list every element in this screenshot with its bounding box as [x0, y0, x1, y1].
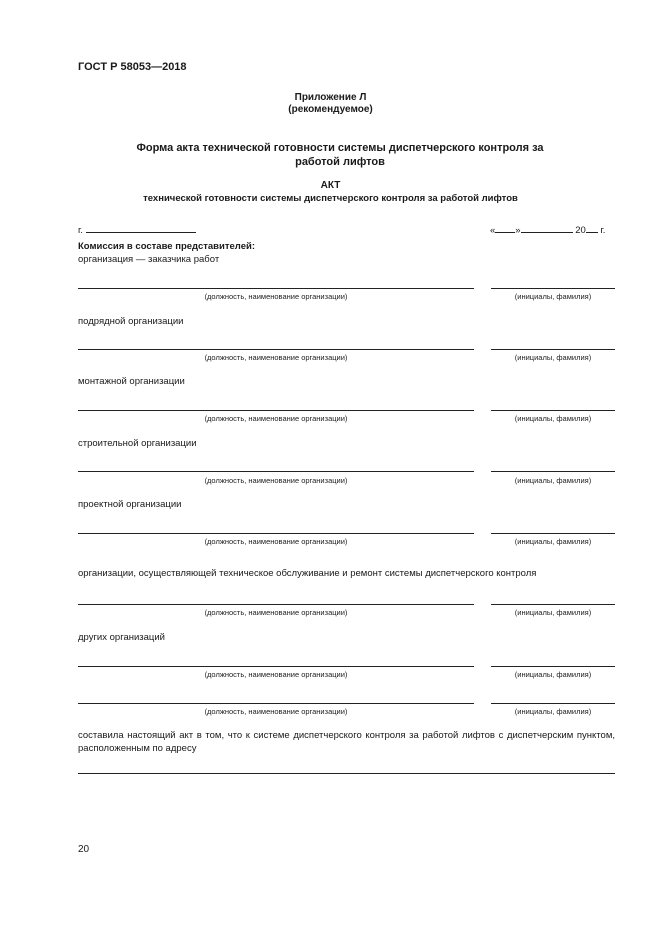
name-caption: (инициалы, фамилия) — [514, 707, 592, 716]
position-caption: (должность, наименование организации) — [204, 353, 348, 362]
year-suffix: г. — [600, 225, 606, 236]
position-line[interactable] — [78, 533, 474, 534]
position-caption: (должность, наименование организации) — [204, 608, 348, 617]
commission-label: Комиссия в составе представителей: — [78, 241, 255, 252]
act-title: АКТ — [320, 180, 341, 191]
name-line[interactable] — [491, 703, 615, 704]
year-blank[interactable] — [586, 222, 598, 233]
position-caption: (должность, наименование организации) — [204, 414, 348, 423]
org-label-customer: организация — заказчика работ — [78, 254, 220, 265]
appendix-title: Приложение Л — [294, 92, 367, 103]
name-line[interactable] — [491, 288, 615, 289]
appendix-subtitle: (рекомендуемое) — [288, 104, 373, 115]
org-label-construction: строительной организации — [78, 438, 197, 449]
date-field — [490, 222, 605, 236]
position-line[interactable] — [78, 349, 474, 350]
date-open-quote: « — [490, 225, 496, 236]
name-caption: (инициалы, фамилия) — [514, 608, 592, 617]
name-line[interactable] — [491, 471, 615, 472]
standard-header: ГОСТ Р 58053—2018 — [78, 61, 187, 73]
name-caption: (инициалы, фамилия) — [514, 537, 592, 546]
org-label-other: других организаций — [78, 632, 165, 643]
page-number: 20 — [78, 844, 90, 855]
position-line[interactable] — [78, 703, 474, 704]
month-blank[interactable] — [521, 222, 573, 233]
name-line[interactable] — [491, 349, 615, 350]
city-field — [78, 222, 196, 236]
org-label-maintenance: организации, осуществляющей техническое обслуживание и ремонт системы диспетчерского контроля — [78, 568, 537, 579]
position-caption: (должность, наименование организации) — [204, 292, 348, 301]
org-label-contractor: подрядной организации — [78, 316, 184, 327]
name-line[interactable] — [491, 410, 615, 411]
org-label-design: проектной организации — [78, 499, 182, 510]
position-line[interactable] — [78, 471, 474, 472]
name-caption: (инициалы, фамилия) — [514, 476, 592, 485]
act-subtitle: технической готовности системы диспетчерского контроля за работой лифтов — [143, 193, 518, 204]
date-close-quote: » — [515, 225, 521, 236]
closing-text: составила настоящий акт в том, что к системе диспетчерского контроля за работой лифтов с диспетчерским пунктом, расположенным по адресу — [78, 730, 615, 754]
name-caption: (инициалы, фамилия) — [514, 353, 592, 362]
day-blank[interactable] — [495, 222, 515, 233]
position-caption: (должность, наименование организации) — [204, 707, 348, 716]
city-prefix: г. — [78, 225, 83, 236]
position-caption: (должность, наименование организации) — [204, 537, 348, 546]
year-prefix: 20 — [575, 225, 586, 236]
position-caption: (должность, наименование организации) — [204, 476, 348, 485]
position-line[interactable] — [78, 666, 474, 667]
position-line[interactable] — [78, 410, 474, 411]
name-line[interactable] — [491, 604, 615, 605]
org-label-installation: монтажной организации — [78, 376, 185, 387]
position-line[interactable] — [78, 288, 474, 289]
name-line[interactable] — [491, 666, 615, 667]
address-line[interactable] — [78, 773, 615, 774]
position-caption: (должность, наименование организации) — [204, 670, 348, 679]
name-caption: (инициалы, фамилия) — [514, 670, 592, 679]
city-blank[interactable] — [86, 222, 196, 233]
name-line[interactable] — [491, 533, 615, 534]
form-title: Форма акта технической готовности системы диспетчерского контроля за работой лифтов — [136, 142, 544, 168]
name-caption: (инициалы, фамилия) — [514, 292, 592, 301]
position-line[interactable] — [78, 604, 474, 605]
name-caption: (инициалы, фамилия) — [514, 414, 592, 423]
